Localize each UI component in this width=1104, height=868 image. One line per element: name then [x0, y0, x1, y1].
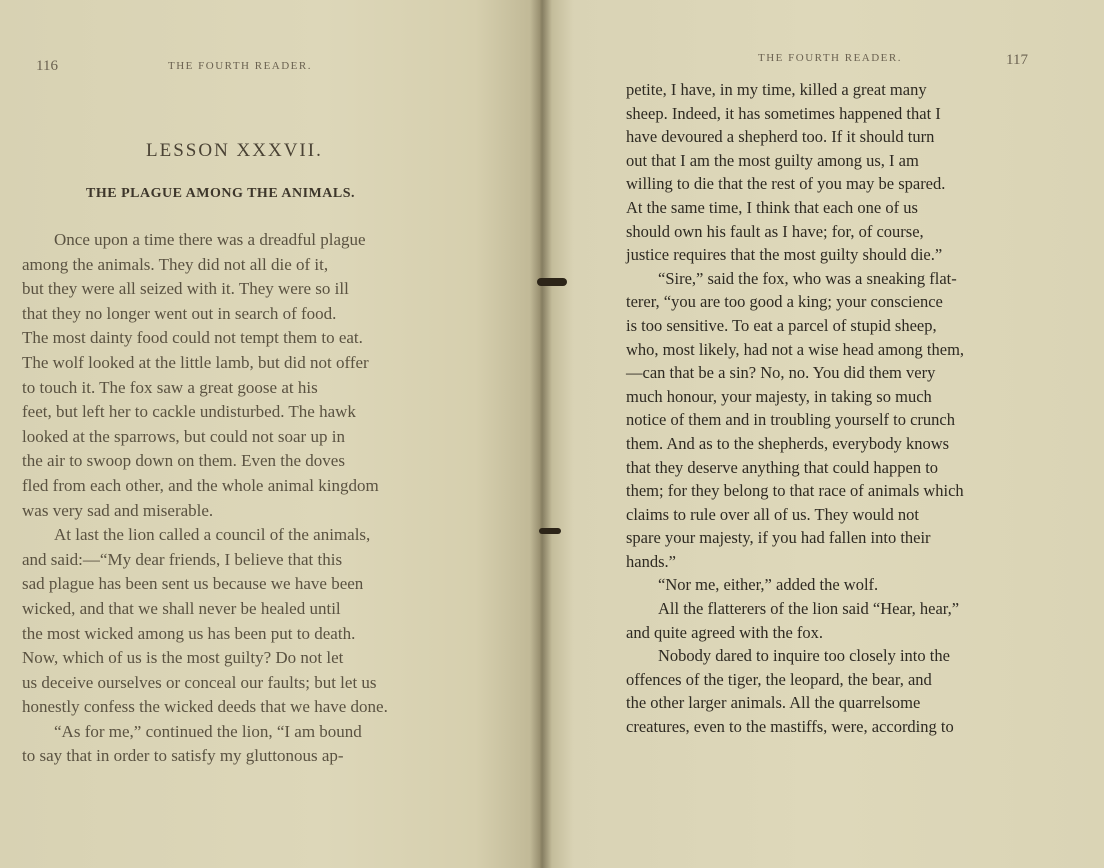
text-line: petite, I have, in my time, killed a great many [626, 80, 927, 99]
text-line: willing to die that the rest of you may be spared. [626, 174, 946, 194]
text-line: —can that be a sin? No, no. You did them very [626, 363, 936, 383]
text-line: is too sensitive. To eat a parcel of stupid sheep, [626, 315, 937, 335]
lesson-title: LESSON XXXVII. [146, 140, 323, 161]
binding-stitch [539, 528, 561, 534]
left-running-head: THE FOURTH READER. [168, 60, 312, 72]
text-line: notice of them and in troubling yourself to crunch [626, 410, 956, 430]
text-line: creatures, even to the mastiffs, were, according to [626, 717, 954, 737]
text-line: us deceive ourselves or conceal our faults; but let us [22, 672, 377, 692]
text-line: “Sire,” said the fox, who was a sneaking flat- [658, 268, 957, 288]
text-line: The wolf looked at the little lamb, but did not offer [22, 352, 369, 372]
left-body-text [22, 228, 462, 769]
text-line: the other larger animals. All the quarrelsome [626, 693, 921, 713]
text-line: was very sad and miserable. [22, 500, 214, 520]
right-page-number: 117 [1006, 52, 1028, 68]
right-running-head: THE FOURTH READER. [758, 52, 902, 64]
text-line: At the same time, I think that each one of us [626, 197, 918, 217]
text-line: and quite agreed with the fox. [626, 622, 824, 642]
text-line: wicked, and that we shall never be healed until [22, 598, 341, 618]
text-line: Nobody dared to inquire too closely into the [658, 646, 950, 666]
text-line: and said:—“My dear friends, I believe that this [22, 549, 343, 569]
text-line: offences of the tiger, the leopard, the bear, and [626, 669, 932, 689]
text-line: among the animals. They did not all die of it, [22, 254, 329, 274]
text-line: that they deserve anything that could happen to [626, 457, 939, 477]
text-line: claims to rule over all of us. They would not [626, 504, 919, 524]
text-line: All the flatterers of the lion said “Hear, hear,” [658, 599, 960, 619]
left-page-number: 116 [36, 58, 58, 74]
text-line: At last the lion called a council of the animals, [54, 525, 371, 545]
text-line: much honour, your majesty, in taking so much [626, 386, 932, 406]
text-line: “As for me,” continued the lion, “I am bound [54, 721, 362, 741]
text-line: feet, but left her to cackle undisturbed. The hawk [22, 402, 356, 422]
text-line: fled from each other, and the whole animal kingdom [22, 475, 379, 495]
text-line: to say that in order to satisfy my gluttonous ap- [22, 746, 344, 766]
text-line: but they were all seized with it. They were so ill [22, 279, 349, 299]
text-line: the air to swoop down on them. Even the doves [22, 451, 345, 471]
text-line: the most wicked among us has been put to death. [22, 623, 356, 643]
text-line: should own his fault as I have; for, of course, [626, 221, 924, 241]
text-line: sad plague has been sent us because we have been [22, 574, 364, 594]
text-line: sheep. Indeed, it has sometimes happened that I [626, 103, 941, 123]
text-line: spare your majesty, if you had fallen into their [626, 528, 931, 548]
text-line: justice requires that the most guilty should die.” [626, 245, 943, 265]
text-line: them. And as to the shepherds, everybody knows [626, 433, 950, 453]
text-line: that they no longer went out in search of food. [22, 303, 337, 323]
text-line: honestly confess the wicked deeds that we have done. [22, 697, 388, 717]
text-line: hands.” [626, 551, 676, 571]
text-line: looked at the sparrows, but could not soar up in [22, 426, 345, 446]
text-line: to touch it. The fox saw a great goose at his [22, 377, 318, 397]
text-line: The most dainty food could not tempt them to eat. [22, 328, 363, 348]
text-line: “Nor me, either,” added the wolf. [658, 575, 879, 595]
book-gutter [530, 0, 552, 868]
text-line: who, most likely, had not a wise head among them, [626, 339, 965, 359]
text-line: them; for they belong to that race of animals which [626, 481, 964, 501]
text-line: have devoured a shepherd too. If it should turn [626, 127, 935, 147]
binding-stitch [537, 278, 567, 286]
text-line: out that I am the most guilty among us, I am [626, 150, 919, 170]
right-body-text [626, 78, 1046, 739]
text-line: Once upon a time there was a dreadful plague [54, 230, 366, 249]
lesson-subtitle: THE PLAGUE AMONG THE ANIMALS. [86, 186, 356, 201]
text-line: terer, “you are too good a king; your conscience [626, 292, 943, 312]
text-line: Now, which of us is the most guilty? Do not let [22, 648, 344, 668]
